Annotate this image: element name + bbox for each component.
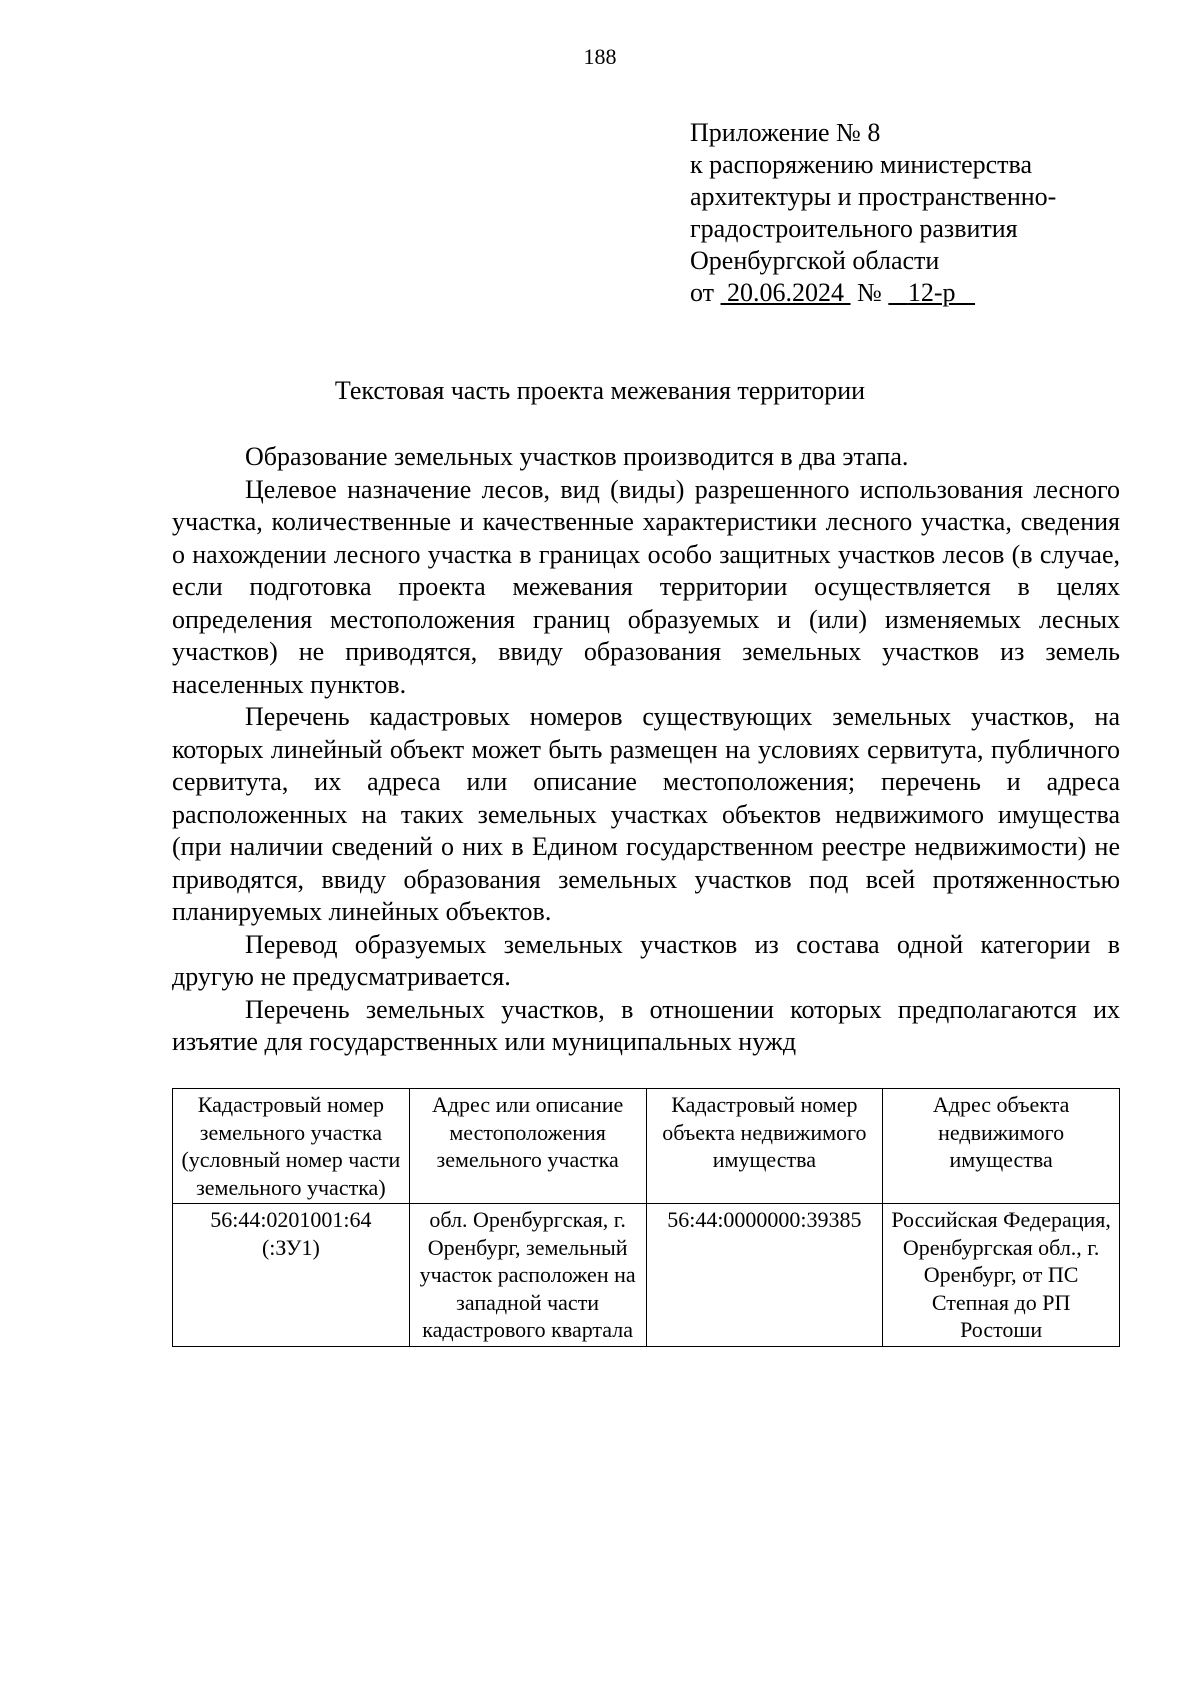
paragraph: Перечень земельных участков, в отношении которых предполагаются их изъятие для государственных или муниципальных нужд bbox=[172, 994, 1120, 1056]
document-title: Текстовая часть проекта межевания территории bbox=[334, 376, 866, 405]
object-address-cell: Российская Федерация, Оренбургская обл., г. Оренбург, от ПС Степная до РП Ростоши bbox=[883, 1204, 1120, 1347]
date-prefix: от bbox=[690, 278, 715, 307]
address-cell: обл. Оренбургская, г. Оренбург, земельный участок расположен на западной части кадастрового квартала bbox=[409, 1204, 646, 1347]
number-prefix: № bbox=[857, 278, 882, 307]
object-cadastral-number-cell: 56:44:0000000:39385 bbox=[646, 1204, 883, 1347]
appendix-line: градостроительного развития bbox=[690, 214, 1018, 243]
paragraph: Образование земельных участков производится в два этапа. bbox=[245, 442, 909, 471]
paragraph: Перевод образуемых земельных участков из состава одной категории в другую не предусматривается. bbox=[172, 929, 1120, 991]
paragraph: Целевое назначение лесов, вид (виды) разрешенного использования лесного участка, количественные и качественные характеристики лесного участка, сведения о нахождении лесного участка в границах особо защитных участков лесов (в случае, если подготовка проекта межевания территории осуществляется в целях определения местоположения границ образуемых и (или) изменяемых лесных участков) не приводятся, ввиду образования земельных участков из земель населенных пунктов. bbox=[172, 474, 1120, 699]
appendix-line: к распоряжению министерства bbox=[690, 150, 1033, 179]
table-row bbox=[173, 1204, 1120, 1347]
order-number: 12-р bbox=[907, 278, 956, 307]
paragraph: Перечень кадастровых номеров существующих земельных участков, на которых линейный объект может быть размещен на условиях сервитута, публичного сервитута, их адреса или описание местоположения; перечень и адреса расположенных на таких земельных участках объектов недвижимого имущества (при наличии сведений о них в Едином государственном реестре недвижимости) не приводятся, ввиду образования земельных участков под всей протяженностью планируемых линейных объектов. bbox=[172, 702, 1120, 926]
column-header: Адрес или описание местоположения земельного участка bbox=[409, 1089, 646, 1204]
page-number: 188 bbox=[583, 44, 617, 69]
appendix-line: Оренбургской области bbox=[690, 246, 940, 275]
column-header: Кадастровый номер объекта недвижимого имущества bbox=[646, 1089, 883, 1204]
cadastral-number: 56:44:0201001:64 bbox=[210, 1207, 372, 1232]
appendix-header bbox=[690, 117, 1130, 309]
conditional-number: (:ЗУ1) bbox=[261, 1234, 320, 1260]
appendix-date-line bbox=[690, 277, 1130, 309]
column-header: Кадастровый номер земельного участка (условный номер части земельного участка) bbox=[173, 1089, 410, 1204]
column-header: Адрес объекта недвижимого имущества bbox=[883, 1089, 1120, 1204]
appendix-line: архитектуры и пространственно- bbox=[690, 182, 1057, 211]
land-plots-table bbox=[172, 1088, 1120, 1347]
appendix-line: Приложение № 8 bbox=[690, 118, 881, 147]
body-text bbox=[172, 441, 1120, 1059]
table-header-row bbox=[173, 1089, 1120, 1204]
cadastral-number-cell bbox=[173, 1204, 410, 1347]
order-date: 20.06.2024 bbox=[727, 278, 845, 307]
